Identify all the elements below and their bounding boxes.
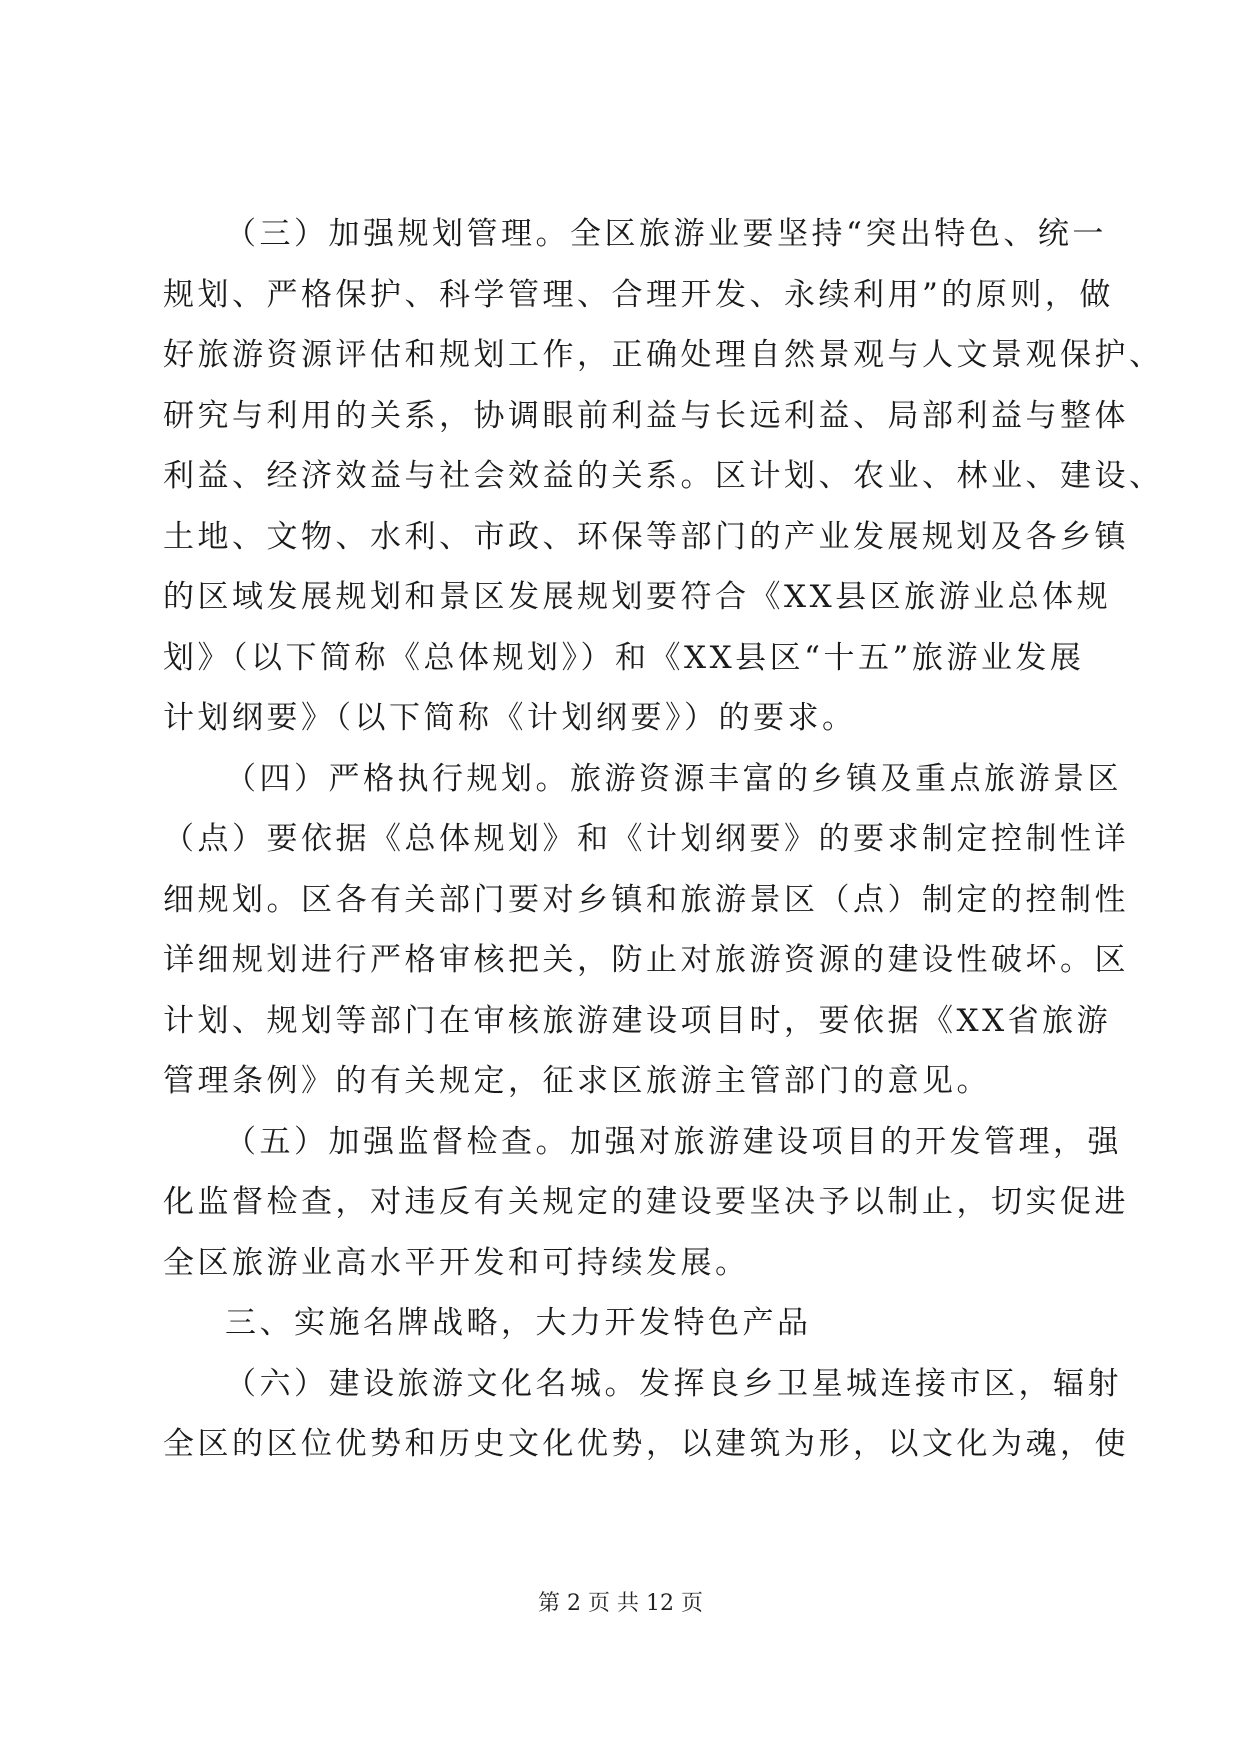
text-line: 好旅游资源评估和规划工作，正确处理自然景观与人文景观保护、: [163, 337, 1164, 373]
text-line: 划》（以下简称《总体规划》）和《XX县区“十五”旅游业发展: [163, 640, 1085, 676]
text-line: 细规划。区各有关部门要对乡镇和旅游景区（点）制定的控制性: [163, 882, 1129, 918]
text-line: 土地、文物、水利、市政、环保等部门的产业发展规划及各乡镇: [163, 519, 1129, 555]
text-line: 计划纲要》（以下简称《计划纲要》）的要求。: [163, 700, 857, 736]
text-line: （三）加强规划管理。全区旅游业要坚持“突出特色、统一: [225, 216, 1107, 252]
text-line: 详细规划进行严格审核把关，防止对旅游资源的建设性破坏。区: [163, 942, 1129, 978]
text-line: 研究与利用的关系，协调眼前利益与长远利益、局部利益与整体: [163, 398, 1129, 434]
text-line: （四）严格执行规划。旅游资源丰富的乡镇及重点旅游景区: [225, 761, 1122, 797]
section-heading: 三、实施名牌战略，大力开发特色产品: [225, 1305, 812, 1341]
text-line: 利益、经济效益与社会效益的关系。区计划、农业、林业、建设、: [163, 458, 1164, 494]
text-line: 计划、规划等部门在审核旅游建设项目时，要依据《XX省旅游: [163, 1003, 1112, 1039]
text-line: 全区的区位优势和历史文化优势，以建筑为形，以文化为魂，使: [163, 1426, 1129, 1462]
text-line: 规划、严格保护、科学管理、合理开发、永续利用”的原则，做: [163, 277, 1114, 313]
text-line: （五）加强监督检查。加强对旅游建设项目的开发管理，强: [225, 1124, 1122, 1160]
text-line: 化监督检查，对违反有关规定的建设要坚决予以制止，切实促进: [163, 1184, 1129, 1220]
text-line: 全区旅游业高水平开发和可持续发展。: [163, 1245, 750, 1281]
text-line: （点）要依据《总体规划》和《计划纲要》的要求制定控制性详: [163, 821, 1129, 857]
text-line: 管理条例》的有关规定，征求区旅游主管部门的意见。: [163, 1063, 991, 1099]
text-line: （六）建设旅游文化名城。发挥良乡卫星城连接市区，辐射: [225, 1366, 1122, 1402]
text-line: 的区域发展规划和景区发展规划要符合《XX县区旅游业总体规: [163, 579, 1112, 615]
page-footer: 第 2 页 共 12 页: [538, 1591, 703, 1616]
